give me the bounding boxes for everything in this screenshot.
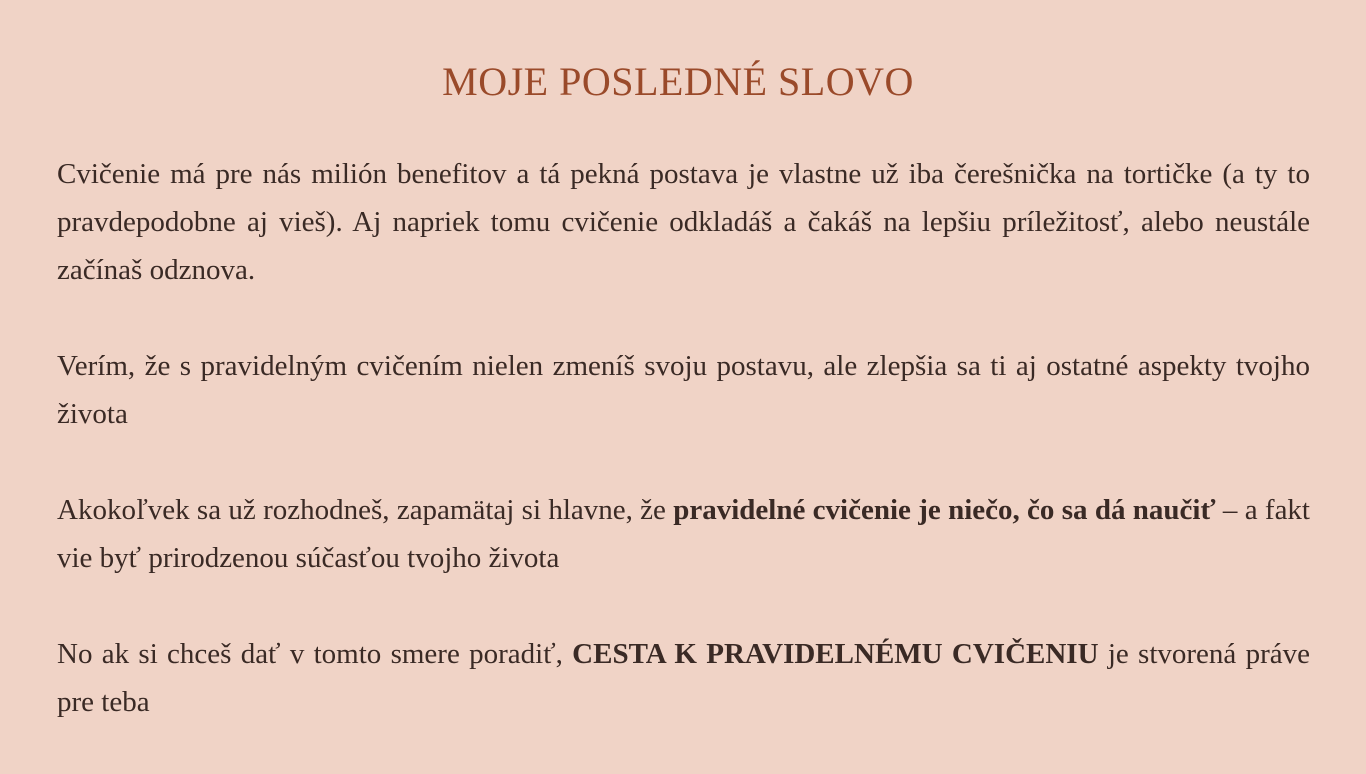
body-text [57, 150, 1310, 774]
paragraph-remember-end: – a fakt vie byť prirodzenou súčasťou tvojho života [57, 494, 1310, 574]
paragraph-advice-start: No ak si chceš dať v tomto smere poradiť, [57, 638, 573, 670]
page-title: MOJE POSLEDNÉ SLOVO [442, 59, 914, 104]
paragraph-advice [57, 630, 1310, 726]
paragraph-remember-emphasis: pravidelné cvičenie je niečo, čo sa dá naučiť [673, 494, 1216, 526]
paragraph-remember [57, 486, 1310, 582]
paragraph-advice-end: je stvorená práve pre teba [57, 638, 1311, 718]
paragraph-advice-emphasis: CESTA K PRAVIDELNÉMU CVIČENIU [572, 638, 1099, 670]
paragraph-belief: Verím, že s pravidelným cvičením nielen zmeníš svoju postavu, ale zlepšia sa ti aj ostatné aspekty tvojho života [57, 350, 1310, 430]
paragraph-benefits: Cvičenie má pre nás milión benefitov a tá pekná postava je vlastne už iba čerešnička na tortičke (a ty to pravdepodobne aj vieš). Aj napriek tomu cvičenie odkladáš a čakáš na lepšiu príležitosť, alebo neustále začínaš odznova. [57, 158, 1310, 286]
paragraph-remember-start: Akokoľvek sa už rozhodneš, zapamätaj si hlavne, že [57, 494, 674, 526]
